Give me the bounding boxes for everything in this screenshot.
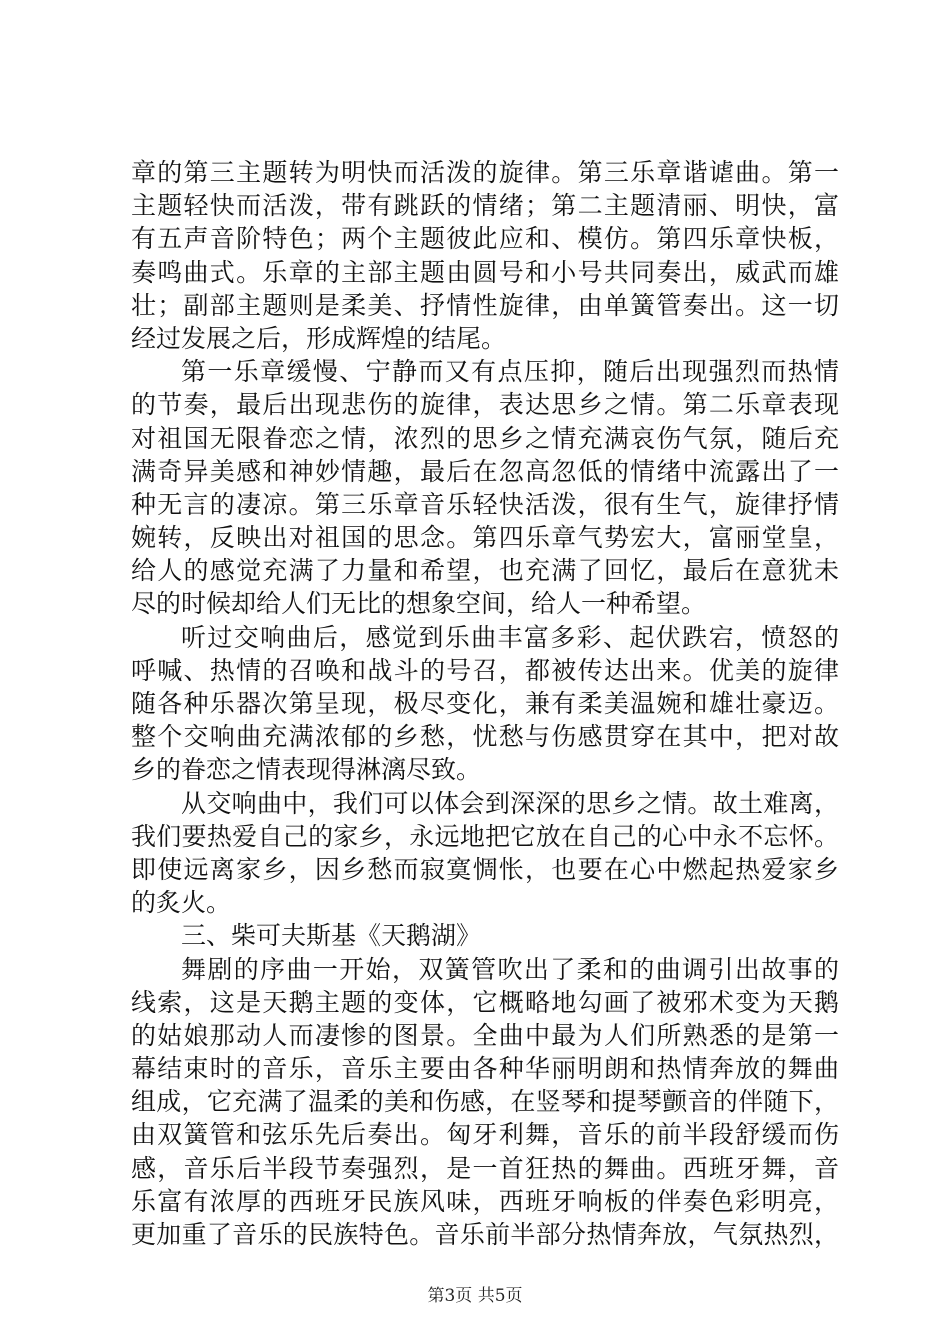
paragraph-first-line: 听过交响曲后，感觉到乐曲丰富多彩、起伏跌宕，愤怒的	[181, 622, 839, 652]
text-line: 呼喊、热情的召唤和战斗的号召，都被传达出来。优美的旋律	[131, 655, 839, 685]
text-line: 经过发展之后，形成辉煌的结尾。	[131, 323, 507, 353]
text-line: 种无言的凄凉。第三乐章音乐轻快活泼，很有生气，旋律抒情	[131, 489, 839, 519]
text-line: 的姑娘那动人而凄惨的图景。全曲中最为人们所熟悉的是第一	[131, 1020, 839, 1050]
text-line: 的节奏，最后出现悲伤的旋律，表达思乡之情。第二乐章表现	[131, 390, 839, 420]
text-line: 组成，它充满了温柔的美和伤感，在竖琴和提琴颤音的伴随下，	[131, 1087, 839, 1117]
document-body	[131, 156, 839, 1251]
text-line: 满奇异美感和神妙情趣，最后在忽高忽低的情绪中流露出了一	[131, 456, 839, 486]
text-line: 主题轻快而活泼，带有跳跃的情绪；第二主题清丽、明快，富	[131, 191, 839, 221]
text-line: 奏鸣曲式。乐章的主部主题由圆号和小号共同奏出，威武而雄	[131, 257, 839, 287]
text-line: 壮；副部主题则是柔美、抒情性旋律，由单簧管奏出。这一切	[131, 290, 839, 320]
text-line: 婉转，反映出对祖国的思念。第四乐章气势宏大，富丽堂皇，	[131, 523, 839, 553]
text-line: 的炙火。	[131, 888, 232, 918]
text-line: 幕结束时的音乐，音乐主要由各种华丽明朗和热情奔放的舞曲	[131, 1054, 839, 1084]
paragraph-first-line: 舞剧的序曲一开始，双簧管吹出了柔和的曲调引出故事的	[181, 954, 839, 984]
text-line: 感，音乐后半段节奏强烈，是一首狂热的舞曲。西班牙舞，音	[131, 1153, 839, 1183]
text-line: 有五声音阶特色；两个主题彼此应和、模仿。第四乐章快板，	[131, 224, 839, 254]
text-line: 给人的感觉充满了力量和希望，也充满了回忆，最后在意犹未	[131, 556, 839, 586]
section-heading: 三、柴可夫斯基《天鹅湖》	[181, 921, 482, 951]
text-line: 章的第三主题转为明快而活泼的旋律。第三乐章谐谑曲。第一	[131, 158, 839, 187]
text-line: 尽的时候却给人们无比的想象空间，给人一种希望。	[131, 589, 707, 619]
text-line: 对祖国无限眷恋之情，浓烈的思乡之情充满哀伤气氛，随后充	[131, 423, 839, 453]
text-line: 乡的眷恋之情表现得淋漓尽致。	[131, 755, 482, 785]
text-line: 由双簧管和弦乐先后奏出。匈牙利舞，音乐的前半段舒缓而伤	[131, 1120, 839, 1150]
text-line: 随各种乐器次第呈现，极尽变化，兼有柔美温婉和雄壮豪迈。	[131, 689, 839, 718]
paragraph-first-line: 第一乐章缓慢、宁静而又有点压抑，随后出现强烈而热情	[181, 357, 839, 387]
text-line: 线索，这是天鹅主题的变体，它概略地勾画了被邪术变为天鹅	[131, 987, 839, 1017]
text-line: 整个交响曲充满浓郁的乡愁，忧愁与伤感贯穿在其中，把对故	[131, 722, 839, 752]
text-line: 更加重了音乐的民族特色。音乐前半部分热情奔放，气氛热烈，	[131, 1220, 839, 1249]
text-line: 即使远离家乡，因乡愁而寂寞惆怅，也要在心中燃起热爱家乡	[131, 854, 839, 884]
text-line: 我们要热爱自己的家乡，永远地把它放在自己的心中永不忘怀。	[131, 821, 839, 851]
text-line: 乐富有浓厚的西班牙民族风味，西班牙响板的伴奏色彩明亮，	[131, 1186, 839, 1216]
paragraph-first-line: 从交响曲中，我们可以体会到深深的思乡之情。故土难离，	[181, 788, 839, 818]
page-footer: 第3页 共5页	[427, 1286, 523, 1306]
